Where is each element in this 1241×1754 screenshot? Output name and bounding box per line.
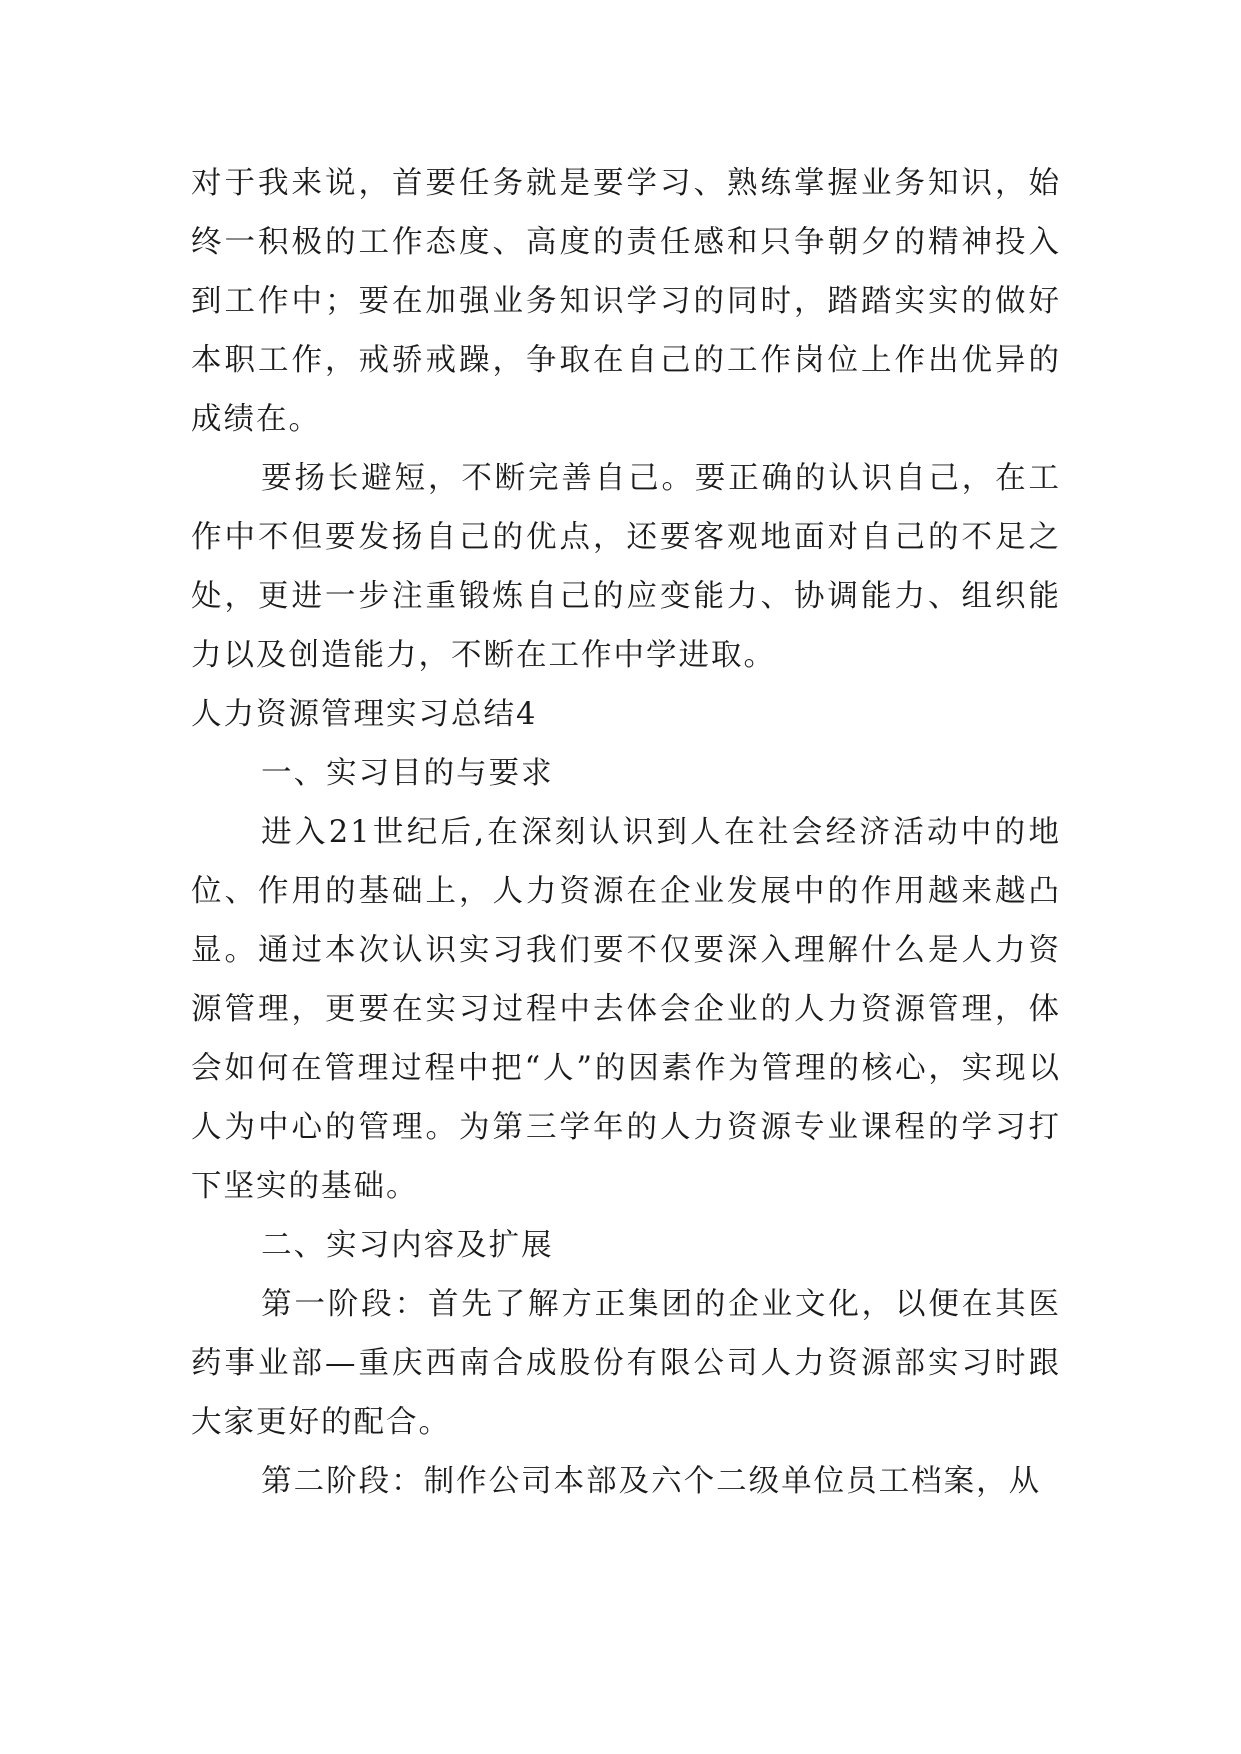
document-body xyxy=(191,154,1061,1511)
paragraph-stage-two: 第二阶段：制作公司本部及六个二级单位员工档案，从 xyxy=(261,1464,1042,1499)
heading-purpose: 一、实习目的与要求 xyxy=(261,756,554,791)
paragraph-task: 对于我来说，首要任务就是要学习、熟练掌握业务知识，始终一积极的工作态度、高度的责任感和只争朝夕的精神投入到工作中；要在加强业务知识学习的同时，踏踏实实的做好本职工作，戒骄戒躁，争取在自己的工作岗位上作出优异的成绩在。 xyxy=(191,166,1061,437)
paragraph-stage-one: 第一阶段：首先了解方正集团的企业文化，以便在其医药事业部—重庆西南合成股份有限公司人力资源部实习时跟大家更好的配合。 xyxy=(191,1287,1061,1440)
section-title: 人力资源管理实习总结4 xyxy=(191,697,538,732)
heading-content: 二、实习内容及扩展 xyxy=(261,1228,554,1263)
paragraph-self-improvement: 要扬长避短，不断完善自己。要正确的认识自己，在工作中不但要发扬自己的优点，还要客观地面对自己的不足之处，更进一步注重锻炼自己的应变能力、协调能力、组织能力以及创造能力，不断在工作中学进取。 xyxy=(191,461,1061,673)
paragraph-purpose: 进入21世纪后,在深刻认识到人在社会经济活动中的地位、作用的基础上，人力资源在企业发展中的作用越来越凸显。通过本次认识实习我们要不仅要深入理解什么是人力资源管理，更要在实习过程中去体会企业的人力资源管理，体会如何在管理过程中把“人”的因素作为管理的核心，实现以人为中心的管理。为第三学年的人力资源专业课程的学习打下坚实的基础。 xyxy=(191,815,1061,1204)
